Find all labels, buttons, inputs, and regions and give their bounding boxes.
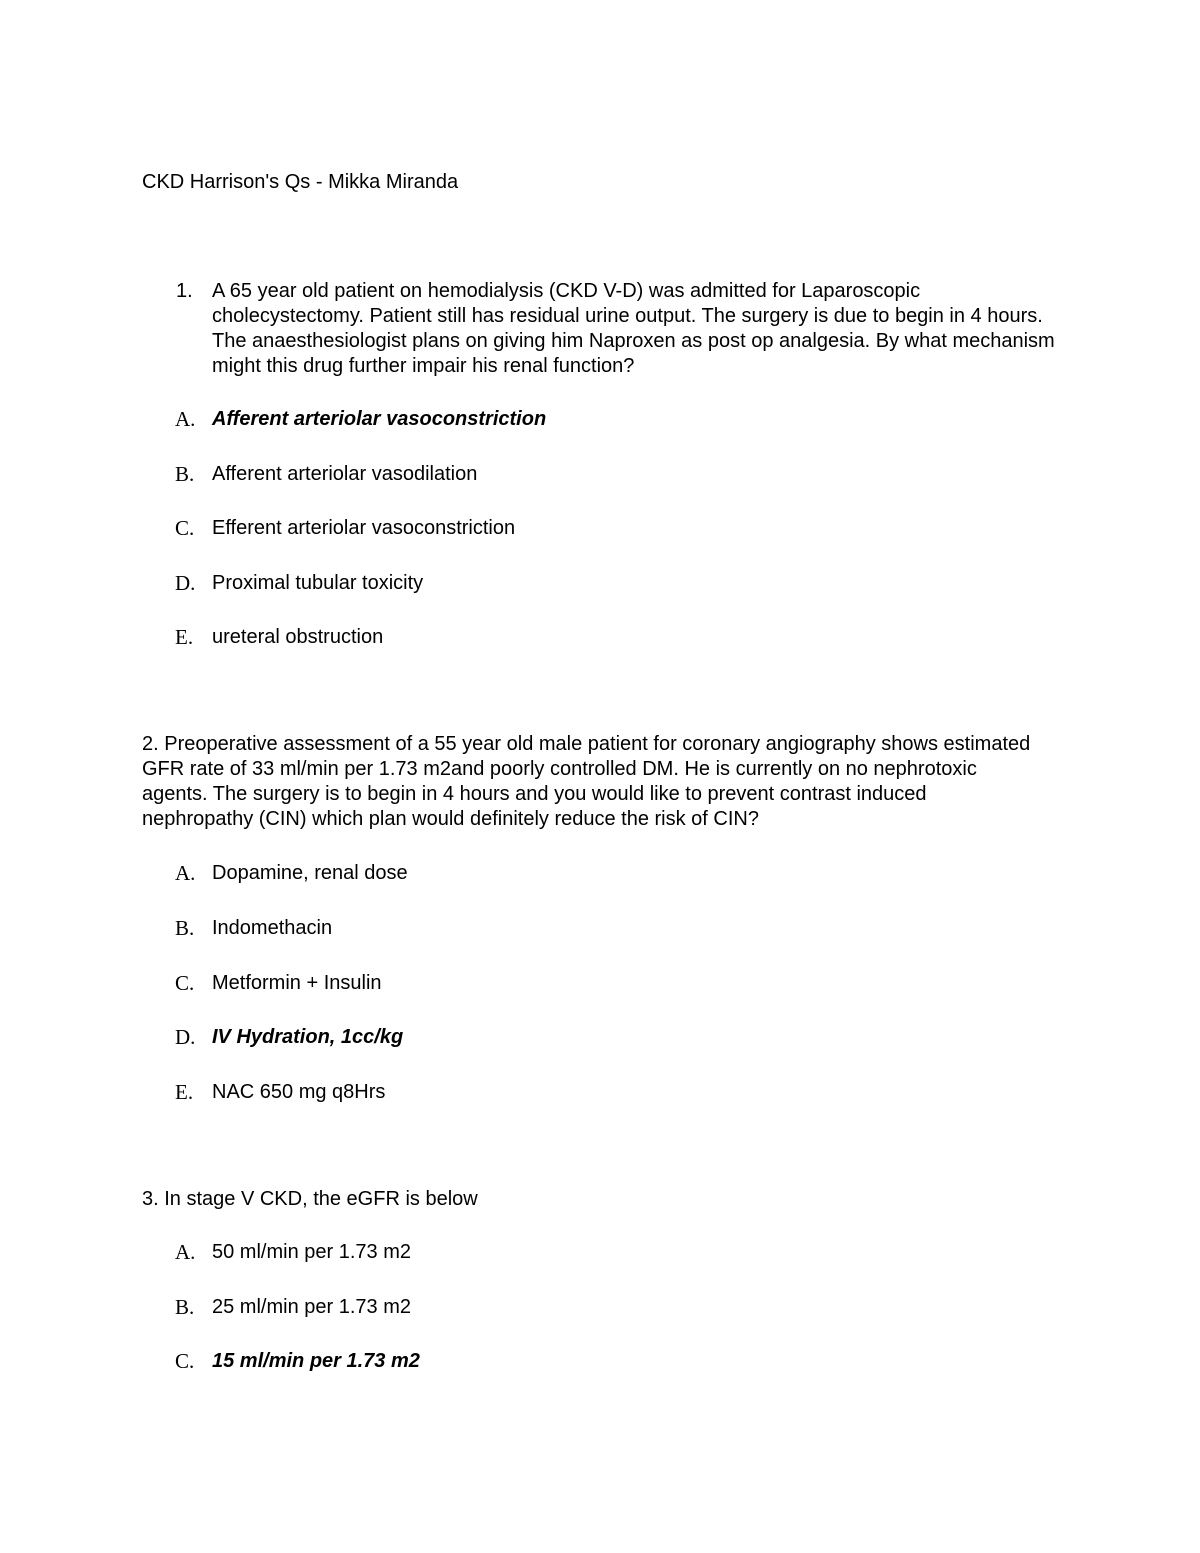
option-letter: D. xyxy=(175,571,196,595)
document-title: CKD Harrison's Qs - Mikka Miranda xyxy=(142,171,459,193)
question-1-text: A 65 year old patient on hemodialysis (CKD V-D) was admitted for Laparoscopic cholecystectomy. Patient still has residual urine output. The surgery is due to begin in 4 hours. The anaesthesiologist plans on giving him Naproxen as post op analgesia. By what mechanism might this drug further impair his renal function? xyxy=(212,280,1055,377)
option-text: Afferent arteriolar vasodilation xyxy=(212,463,478,485)
option-letter: A. xyxy=(175,1240,196,1264)
option-letter: D. xyxy=(175,1025,196,1049)
option-letter: C. xyxy=(175,1349,195,1373)
option-text: Efferent arteriolar vasoconstriction xyxy=(212,517,516,539)
option-letter: C. xyxy=(175,971,195,995)
option-text: 25 ml/min per 1.73 m2 xyxy=(212,1296,411,1318)
option-letter: E. xyxy=(175,1080,194,1104)
question-3-text: 3. In stage V CKD, the eGFR is below xyxy=(142,1188,478,1210)
option-text: ureteral obstruction xyxy=(212,626,384,648)
option-letter: C. xyxy=(175,516,195,540)
option-text: Indomethacin xyxy=(212,917,333,939)
question-1-number: 1. xyxy=(176,280,193,302)
option-text: NAC 650 mg q8Hrs xyxy=(212,1081,386,1103)
option-letter: A. xyxy=(175,861,196,885)
question-2-text: 2. Preoperative assessment of a 55 year old male patient for coronary angiography shows estimated GFR rate of 33 ml/min per 1.73 m2and poorly controlled DM. He is currently on no nephrotoxic agents. The surgery is to begin in 4 hours and you would like to prevent contrast induced nephropathy (CIN) which plan would definitely reduce the risk of CIN? xyxy=(142,733,1031,830)
option-text: Proximal tubular toxicity xyxy=(212,572,424,594)
option-text: Dopamine, renal dose xyxy=(212,862,408,884)
option-letter: E. xyxy=(175,625,194,649)
option-text: Metformin + Insulin xyxy=(212,972,382,994)
option-text: Afferent arteriolar vasoconstriction xyxy=(212,408,547,430)
option-letter: B. xyxy=(175,1295,195,1319)
option-text: 50 ml/min per 1.73 m2 xyxy=(212,1241,411,1263)
option-letter: B. xyxy=(175,916,195,940)
option-letter: B. xyxy=(175,462,195,486)
option-letter: A. xyxy=(175,407,196,431)
option-text: IV Hydration, 1cc/kg xyxy=(212,1026,404,1048)
option-text: 15 ml/min per 1.73 m2 xyxy=(212,1350,420,1372)
